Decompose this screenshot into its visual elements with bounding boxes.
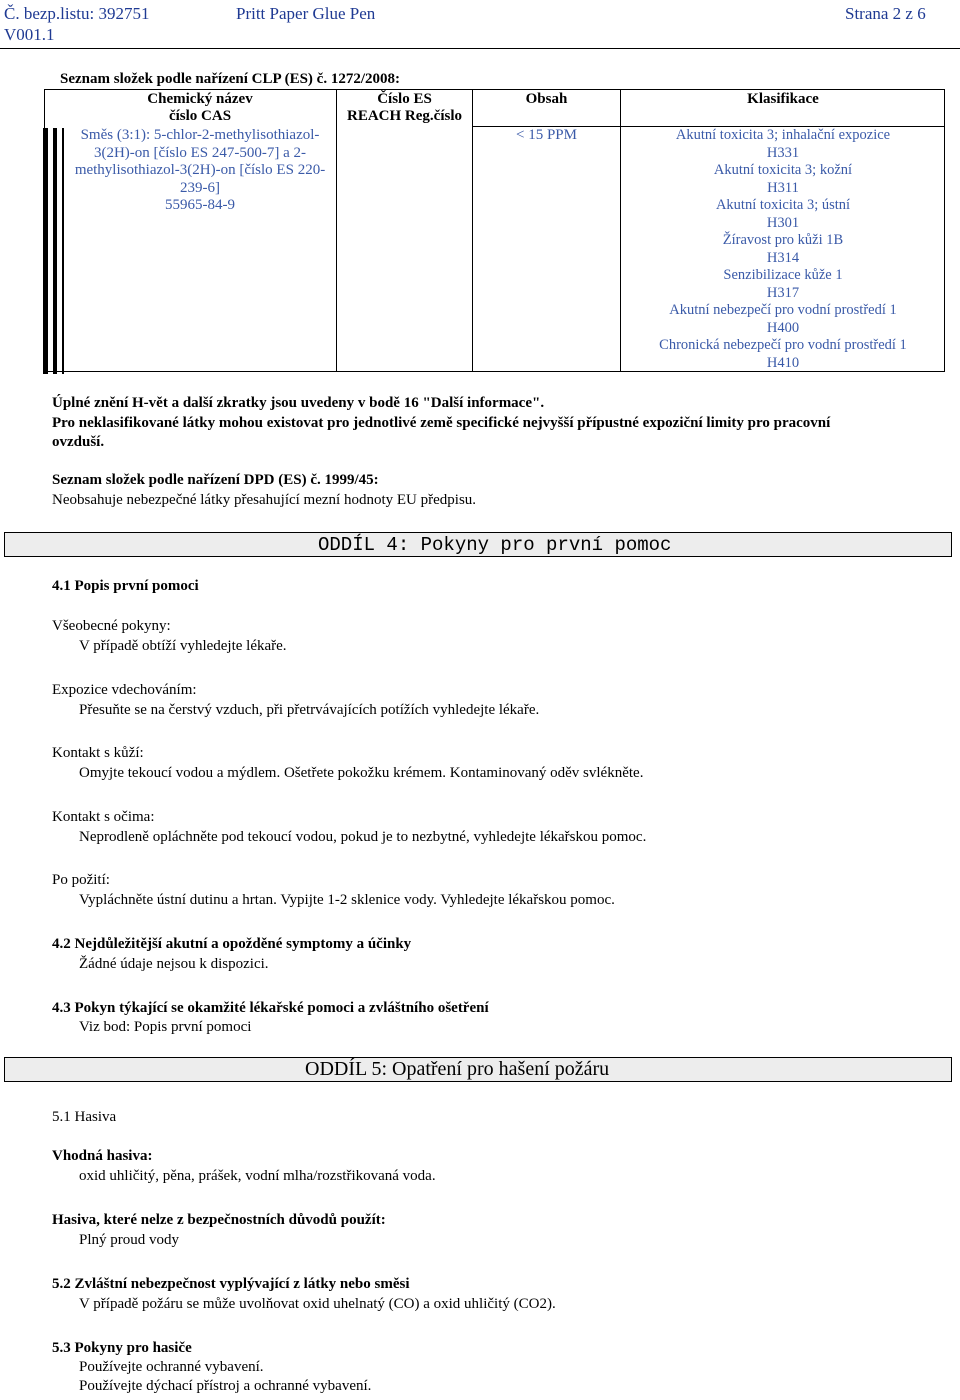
- clp-list-title: Seznam složek podle nařízení CLP (ES) č. 1272/2008:: [60, 71, 400, 87]
- inhalation-text: Přesuňte se na čerstvý vzduch, při přetrvávajících potížích vyhledejte lékaře.: [79, 702, 540, 718]
- composition-table: [44, 89, 945, 372]
- general-advice-text: V případě obtíží vyhledejte lékaře.: [79, 638, 287, 654]
- ingestion-text: Vypláchněte ústní dutinu a hrtan. Vypijte 1-2 sklenice vody. Vyhledejte lékařskou pomoc.: [79, 892, 615, 908]
- classification-line: H317: [766, 284, 800, 301]
- classification-line: H410: [766, 354, 800, 371]
- suitable-media-text: oxid uhličitý, pěna, prášek, vodní mlha/rozstřikovaná voda.: [79, 1168, 436, 1184]
- s52-title: 5.2 Zvláštní nebezpečnost vyplývající z látky nebo směsi: [52, 1276, 410, 1292]
- s53-text-2: Používejte dýchací přístroj a ochranné vybavení.: [79, 1378, 372, 1394]
- eye-contact-label: Kontakt s očima:: [52, 809, 155, 825]
- dpd-list-title: Seznam složek podle nařízení DPD (ES) č. 1999/45:: [52, 472, 379, 488]
- classification-line: H314: [766, 249, 800, 266]
- general-advice-label: Všeobecné pokyny:: [52, 618, 171, 634]
- product-name: Pritt Paper Glue Pen: [236, 4, 376, 23]
- h-statements-note: Úplné znění H-vět a další zkratky jsou uvedeny v bodě 16 "Další informace".: [52, 395, 545, 411]
- classification-line: Akutní toxicita 3; ústní: [715, 197, 851, 213]
- dpd-list-text: Neobsahuje nebezpečné látky přesahující mezní hodnoty EU předpisu.: [52, 492, 477, 508]
- s52-text: V případě požáru se může uvolňovat oxid uhelnatý (CO) a oxid uhličitý (CO2).: [79, 1296, 556, 1312]
- s51-title: 5.1 Hasiva: [52, 1109, 117, 1125]
- s53-title: 5.3 Pokyny pro hasiče: [52, 1340, 192, 1356]
- suitable-media-label: Vhodná hasiva:: [52, 1148, 153, 1164]
- exposure-limits-note-line2: ovzduší.: [52, 434, 105, 450]
- substance-name-line: 3(2H)-on [číslo ES 247-500-7] a 2-: [93, 144, 307, 161]
- substance-name-line: 239-6]: [180, 179, 220, 196]
- substance-name-line: Směs (3:1): 5-chlor-2-methylisothiazol-: [80, 127, 320, 143]
- unsuitable-media-label: Hasiva, které nelze z bezpečnostních důvodů použít:: [52, 1212, 386, 1228]
- exposure-limits-note-line1: Pro neklasifikované látky mohou existovat pro jednotlivé země specifické nejvyšší přípustné expoziční limity pro pracovní: [52, 415, 831, 431]
- classification-cell: [621, 127, 945, 372]
- s42-text: Žádné údaje nejsou k dispozici.: [79, 956, 269, 972]
- table-left-bar-1: [43, 128, 48, 374]
- skin-contact-text: Omyjte tekoucí vodou a mýdlem. Ošetřete pokožku krémem. Kontaminovaný oděv svlékněte.: [79, 765, 644, 781]
- eye-contact-text: Neprodleně opláchněte pod tekoucí vodou, pokud je to nezbytné, vyhledejte lékařskou pomoc.: [79, 829, 647, 845]
- s42-title: 4.2 Nejdůležitější akutní a opožděné symptomy a účinky: [52, 936, 412, 952]
- classification-line: Senzibilizace kůže 1: [723, 267, 843, 283]
- classification-line: H311: [767, 179, 799, 196]
- substance-name-cell: [65, 127, 335, 215]
- content-value: < 15 PPM: [516, 127, 577, 143]
- classification-line: Akutní nebezpečí pro vodní prostředí 1: [669, 302, 897, 318]
- page-number: Strana 2 z 6: [845, 4, 926, 23]
- table-left-bar-2: [53, 128, 57, 374]
- col-name-header-line1: Chemický název: [147, 91, 253, 107]
- table-left-bar-3: [62, 128, 64, 374]
- col-ec-header-line1: Číslo ES: [377, 91, 432, 107]
- substance-name-line: methylisothiazol-3(2H)-on [číslo ES 220-: [74, 162, 326, 178]
- section-4-title: ODDÍL 4: Pokyny pro první pomoc: [318, 534, 672, 556]
- col-classification-header: Klasifikace: [747, 91, 819, 107]
- classification-line: Akutní toxicita 3; kožní: [713, 162, 853, 178]
- skin-contact-label: Kontakt s kůží:: [52, 745, 144, 761]
- header-rule: [0, 48, 960, 49]
- sheet-number: Č. bezp.listu: 392751: [4, 4, 150, 23]
- s43-text: Viz bod: Popis první pomoci: [79, 1019, 252, 1035]
- version-number: V001.1: [4, 25, 55, 44]
- classification-line: H301: [766, 214, 800, 231]
- cas-number: 55965-84-9: [165, 197, 235, 213]
- classification-line: Akutní toxicita 3; inhalační expozice: [675, 127, 891, 143]
- s41-title: 4.1 Popis první pomoci: [52, 578, 199, 594]
- col-ec-header-line2: REACH Reg.číslo: [347, 108, 462, 124]
- unsuitable-media-text: Plný proud vody: [79, 1232, 180, 1248]
- section-5-title: ODDÍL 5: Opatření pro hašení požáru: [305, 1058, 610, 1080]
- col-ec-header: [337, 91, 472, 125]
- s43-title: 4.3 Pokyn týkající se okamžité lékařské pomoci a zvláštního ošetření: [52, 1000, 489, 1016]
- table-divider-1: [336, 90, 337, 371]
- col-name-header-line2: číslo CAS: [168, 108, 232, 124]
- col-name-header: [65, 91, 335, 125]
- inhalation-label: Expozice vdechováním:: [52, 682, 197, 698]
- s53-text-1: Používejte ochranné vybavení.: [79, 1359, 264, 1375]
- ingestion-label: Po požití:: [52, 872, 110, 888]
- classification-line: H331: [766, 144, 800, 161]
- classification-line: Chronická nebezpečí pro vodní prostředí 1: [659, 337, 907, 353]
- col-content-header: Obsah: [525, 91, 568, 107]
- classification-line: Žíravost pro kůži 1B: [722, 232, 844, 248]
- classification-line: H400: [766, 319, 800, 336]
